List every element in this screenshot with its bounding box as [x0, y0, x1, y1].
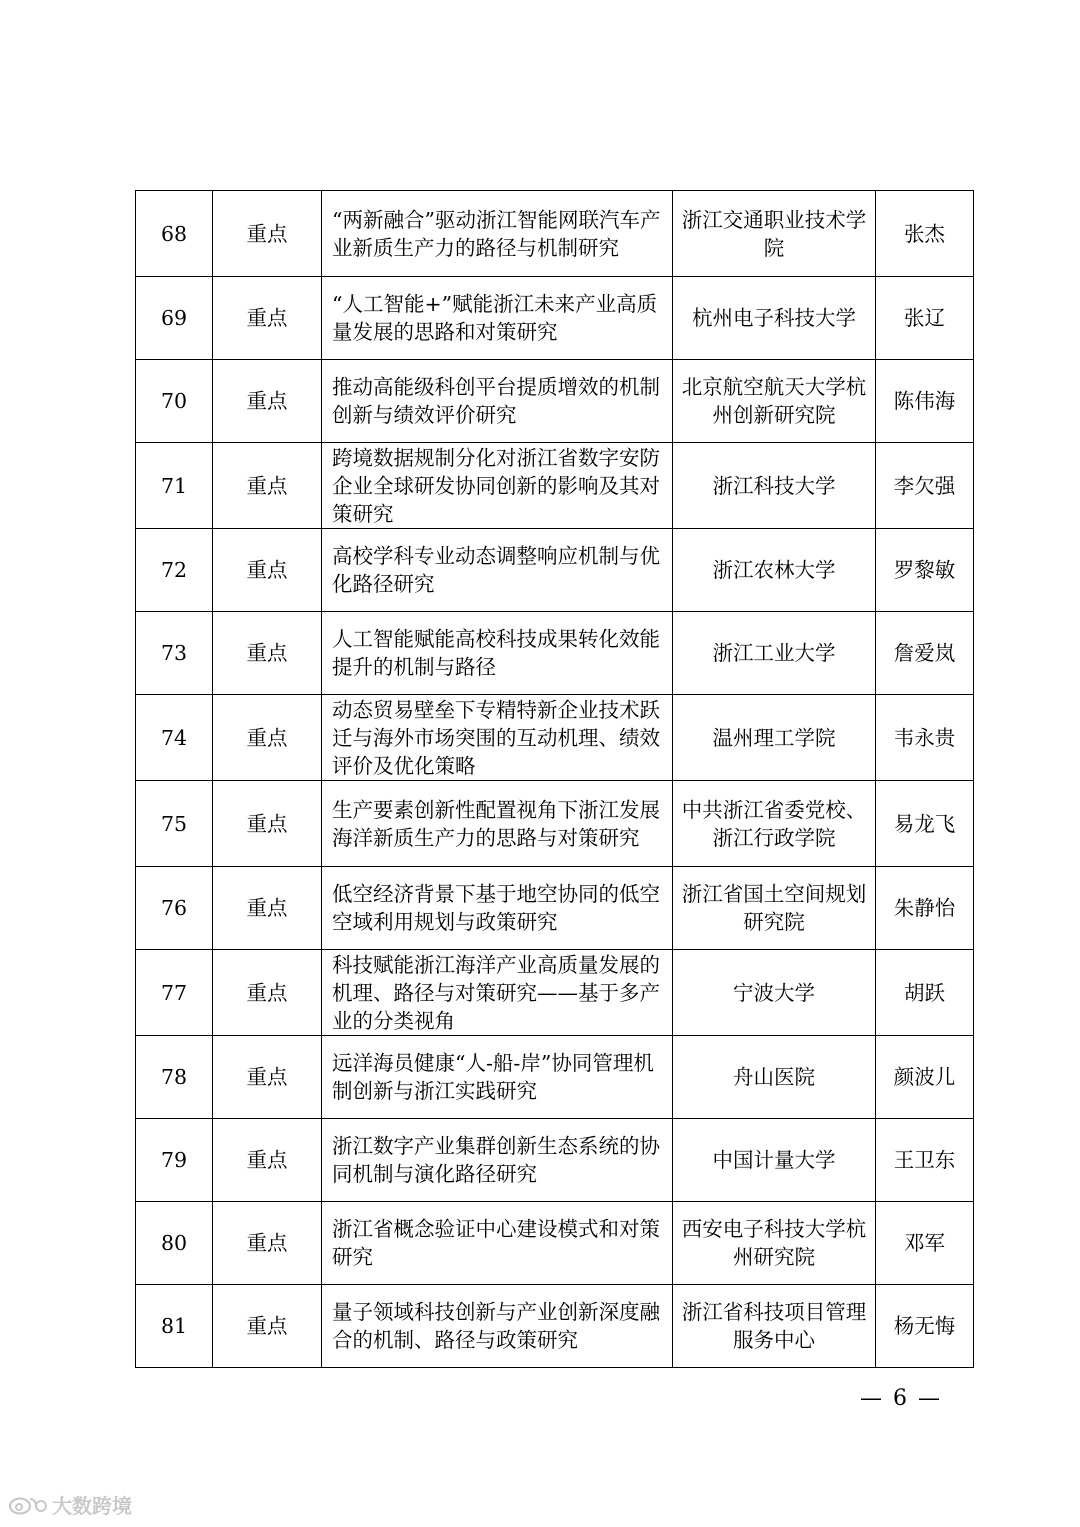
project-unit: 北京航空航天大学杭州创新研究院	[673, 360, 876, 443]
table-row	[136, 1285, 974, 1368]
project-title: 跨境数据规制分化对浙江省数字安防企业全球研发协同创新的影响及其对策研究	[322, 443, 673, 529]
project-unit: 西安电子科技大学杭州研究院	[673, 1202, 876, 1285]
table-row	[136, 277, 974, 360]
table-row	[136, 695, 974, 781]
table-row	[136, 443, 974, 529]
project-number: 69	[136, 277, 213, 360]
project-leader: 王卫东	[876, 1119, 974, 1202]
project-number: 79	[136, 1119, 213, 1202]
project-unit: 温州理工学院	[673, 695, 876, 781]
table-row	[136, 781, 974, 867]
project-number: 73	[136, 612, 213, 695]
project-number: 75	[136, 781, 213, 867]
project-unit: 宁波大学	[673, 950, 876, 1036]
project-title: “两新融合”驱动浙江智能网联汽车产业新质生产力的路径与机制研究	[322, 191, 673, 277]
project-title: 浙江数字产业集群创新生态系统的协同机制与演化路径研究	[322, 1119, 673, 1202]
project-number: 71	[136, 443, 213, 529]
project-title: 生产要素创新性配置视角下浙江发展海洋新质生产力的思路与对策研究	[322, 781, 673, 867]
project-leader: 陈伟海	[876, 360, 974, 443]
project-type: 重点	[213, 1036, 322, 1119]
project-number: 77	[136, 950, 213, 1036]
watermark	[8, 1490, 132, 1519]
project-title: 远洋海员健康“人-船-岸”协同管理机制创新与浙江实践研究	[322, 1036, 673, 1119]
project-type: 重点	[213, 191, 322, 277]
project-leader: 李欠强	[876, 443, 974, 529]
project-unit: 浙江工业大学	[673, 612, 876, 695]
watermark-text: 大数跨境	[52, 1494, 132, 1518]
project-unit: 舟山医院	[673, 1036, 876, 1119]
project-unit: 浙江省科技项目管理服务中心	[673, 1285, 876, 1368]
project-type: 重点	[213, 529, 322, 612]
project-leader: 韦永贵	[876, 695, 974, 781]
project-number: 70	[136, 360, 213, 443]
project-title: 浙江省概念验证中心建设模式和对策研究	[322, 1202, 673, 1285]
table-row	[136, 950, 974, 1036]
project-title: 人工智能赋能高校科技成果转化效能提升的机制与路径	[322, 612, 673, 695]
project-leader: 邓军	[876, 1202, 974, 1285]
table-row	[136, 1119, 974, 1202]
project-leader: 颜波儿	[876, 1036, 974, 1119]
project-title: 低空经济背景下基于地空协同的低空空域利用规划与政策研究	[322, 867, 673, 950]
project-unit: 中国计量大学	[673, 1119, 876, 1202]
project-type: 重点	[213, 443, 322, 529]
project-type: 重点	[213, 950, 322, 1036]
project-type: 重点	[213, 1119, 322, 1202]
weibo-logo-icon	[8, 1494, 48, 1516]
table-row	[136, 529, 974, 612]
project-title: 动态贸易壁垒下专精特新企业技术跃迁与海外市场突围的互动机理、绩效评价及优化策略	[322, 695, 673, 781]
project-type: 重点	[213, 695, 322, 781]
project-type: 重点	[213, 360, 322, 443]
project-number: 76	[136, 867, 213, 950]
table-row	[136, 360, 974, 443]
page-number: — 6 —	[860, 1386, 942, 1411]
project-unit: 浙江交通职业技术学院	[673, 191, 876, 277]
table-row	[136, 867, 974, 950]
project-number: 80	[136, 1202, 213, 1285]
project-title: “人工智能+”赋能浙江未来产业高质量发展的思路和对策研究	[322, 277, 673, 360]
project-type: 重点	[213, 867, 322, 950]
project-unit: 中共浙江省委党校、浙江行政学院	[673, 781, 876, 867]
project-unit: 浙江省国土空间规划研究院	[673, 867, 876, 950]
table-row	[136, 1036, 974, 1119]
project-title: 量子领域科技创新与产业创新深度融合的机制、路径与政策研究	[322, 1285, 673, 1368]
project-type: 重点	[213, 1202, 322, 1285]
project-type: 重点	[213, 781, 322, 867]
project-leader: 张杰	[876, 191, 974, 277]
project-number: 78	[136, 1036, 213, 1119]
project-title: 科技赋能浙江海洋产业高质量发展的机理、路径与对策研究——基于多产业的分类视角	[322, 950, 673, 1036]
project-leader: 胡跃	[876, 950, 974, 1036]
project-leader: 朱静怡	[876, 867, 974, 950]
project-unit: 浙江科技大学	[673, 443, 876, 529]
project-leader: 杨无悔	[876, 1285, 974, 1368]
project-leader: 罗黎敏	[876, 529, 974, 612]
project-title: 高校学科专业动态调整响应机制与优化路径研究	[322, 529, 673, 612]
project-unit: 浙江农林大学	[673, 529, 876, 612]
table-row	[136, 1202, 974, 1285]
project-leader: 易龙飞	[876, 781, 974, 867]
project-title: 推动高能级科创平台提质增效的机制创新与绩效评价研究	[322, 360, 673, 443]
project-leader: 詹爱岚	[876, 612, 974, 695]
project-table	[135, 190, 974, 1368]
project-number: 74	[136, 695, 213, 781]
project-type: 重点	[213, 1285, 322, 1368]
project-leader: 张辽	[876, 277, 974, 360]
project-table-body	[136, 191, 974, 1368]
project-number: 68	[136, 191, 213, 277]
project-number: 81	[136, 1285, 213, 1368]
project-unit: 杭州电子科技大学	[673, 277, 876, 360]
project-type: 重点	[213, 277, 322, 360]
table-row	[136, 612, 974, 695]
project-number: 72	[136, 529, 213, 612]
project-type: 重点	[213, 612, 322, 695]
table-row	[136, 191, 974, 277]
